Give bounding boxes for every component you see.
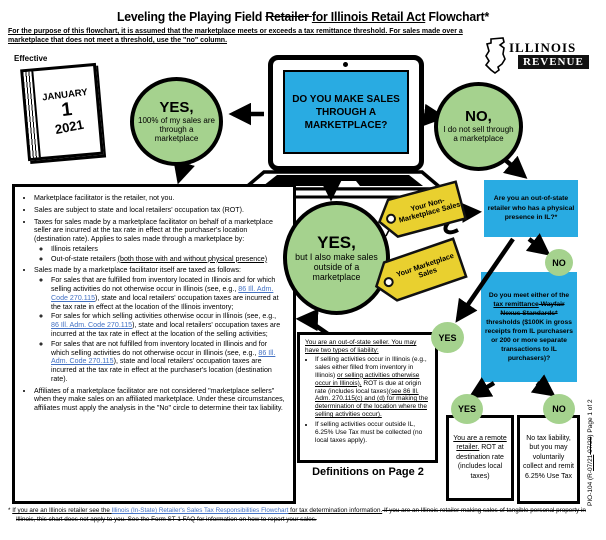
sub-bullet-item: ◦ Illinois retailers bbox=[51, 245, 285, 254]
sub-bullet-item: ◦ Out-of-state retailers (both those with and without physical presence) bbox=[51, 255, 285, 264]
circle-yes-title: YES, bbox=[159, 98, 194, 116]
circle-no-body: I do not sell through a marketplace bbox=[443, 125, 514, 144]
sub-bullet-item: ◦ For sales for which selling activities otherwise occur in Illinois (see, e.g., 86 Ill. Adm. Code 270.115), state and local retailers' occupation taxes are incurred at the tax rate in effect at the location of the selling activities; bbox=[51, 312, 285, 338]
circle-yes2-title: YES, bbox=[317, 232, 356, 252]
q2-post: thresholds ($100K in gross receipts from IL purchasers or 200 or more separate transactions to IL purchasers)? bbox=[485, 318, 573, 363]
subtitle: For the purpose of this flowchart, it is assumed that the marketplace meets or exceeds a tax remittance threshold. For sales made over a marketplace that does not meet a threshold, use the "no" column. bbox=[8, 28, 463, 45]
arrow-question2-to-no-bottom bbox=[537, 383, 552, 394]
tag-marketplace-label: Your Marketplace Sales bbox=[394, 250, 455, 280]
circle-yes-mixed-sales bbox=[283, 201, 390, 315]
page-title bbox=[18, 9, 588, 24]
result-box-remote-retailer bbox=[446, 415, 514, 501]
bullet-item: • Sales are subject to state and local retailers' occupation tax (ROT). bbox=[34, 206, 285, 215]
bullet-item: • Sales made by a marketplace facilitator itself are taxed as follows: ◦ For sales that are fulfilled from inventory located in Illinois and for which selling activities do not otherwise occur in Illinois (see, e.g., 86 Ill. Adm. Code 270.115), state and local retailers' occupation taxes are incurred at the tax rate in effect at the location of the Illinois inventory; ◦ For sales for which selling activities otherwise occur in Illinois (see, e.g., 86 Ill. Adm. Code 270.115), state and local retailers' occupation taxes are incurred at the tax rate in effect at the location of the selling activities; ◦ For sales that are not fulfilled from inventory located in Illinois and for which selling activities do not otherwise occur in Illinois (see, e.g., 86 Ill. Adm. Code 270.115), state and local retailers' occupation taxes are incurred at the tax rate in effect at the purchaser's location (destination rate). bbox=[34, 266, 285, 383]
admin-code-link[interactable]: 86 Ill. Adm. Code 270.115 bbox=[51, 285, 274, 302]
bullet-item: • If selling activities occur in Illinois (e.g., sales either filled from inventory in Illinois) or selling activities otherwise occur in Illinois), ROT is due at origin rate (includes local taxes)(see 86 Ill. Adm. 270.115(c) and (d) for making the determination of the location where the selling activities occur). bbox=[315, 356, 430, 419]
oos-header: You are an out-of-state seller. You may have two types of liability: bbox=[305, 339, 417, 354]
admin-code-link[interactable]: 86 Ill. Adm. Code 270.115 bbox=[51, 348, 276, 366]
bullet-item: • Marketplace facilitator is the retailer, not you. bbox=[34, 194, 285, 203]
sub-bullet-item: ◦ For sales that are not fulfilled from inventory located in Illinois and for which selling activities do not otherwise occur in Illinois (see, e.g., 86 Ill. Adm. Code 270.115), state and local retailers' occupation taxes are incurred at the tax rate in effect at the purchaser's location (destination rate). bbox=[51, 340, 285, 384]
q2-inserted-text: tax remittance bbox=[493, 300, 539, 308]
calendar-month: JANUARY bbox=[41, 86, 89, 103]
circle-no-bottom: NO bbox=[543, 394, 575, 424]
circle-yes2-body: but I also make sales outside of a marketplace bbox=[295, 251, 378, 282]
arrow-question2-to-yes-bottom bbox=[472, 383, 494, 396]
illinois-state-icon bbox=[484, 37, 508, 75]
result-box-no-liability: No tax liability, but you may voluntarily collect and remit 6.25% Use Tax bbox=[517, 415, 580, 504]
definitions-note: Definitions on Page 2 bbox=[312, 466, 424, 478]
calendar-icon bbox=[20, 63, 104, 161]
laptop-camera-dot bbox=[343, 62, 348, 67]
form-id: PIO-104 (R-07/21 07/20) Page 1 of 2 bbox=[587, 399, 594, 506]
logo-illinois-text: ILLINOIS bbox=[509, 40, 577, 55]
responsibilities-flowchart-link[interactable]: Illinois (In-State) Retailer's Sales Tax Responsibilities Flowchart bbox=[111, 507, 289, 514]
question-box-thresholds bbox=[481, 272, 577, 382]
q2-pre: Do you meet either of the bbox=[488, 291, 570, 299]
title-pre: Leveling the Playing Field bbox=[116, 9, 266, 24]
footnote: * If you are an Illinois retailer see the Illinois (In-State) Retailer's Sales Tax Responsibilities Flowchart for tax determination information. If you are an Illinois retailer making sales of tangible personal property in Illinois, this chart does not apply to you. See the Form ST-1 FAQ for information on how to report your sales. bbox=[8, 507, 586, 523]
circle-no-small: NO bbox=[545, 249, 573, 276]
title-underlined: for Illinois Retail Act bbox=[311, 9, 426, 24]
bullet-item: • Taxes for sales made by a marketplace facilitator on behalf of a marketplace seller are incurred at the tax rate in effect at the purchaser's location (destination rate). Applies to sales made through a marketplace by: ◦ Illinois retailers ◦ Out-of-state retailers (both those with and without physical presence) bbox=[34, 218, 285, 264]
title-post: Flowchart* bbox=[425, 9, 490, 24]
bullet-item: • If selling activities occur outside IL, 6.25% Use Tax must be collected (no local taxes apply). bbox=[315, 421, 430, 445]
effective-label: Effective bbox=[14, 54, 48, 63]
bullet-item: • Affiliates of a marketplace facilitator are not considered "marketplace sellers" when they make sales on an affiliated marketplace. Under these circumstances, affiliates must apply the analysis in the "No" circle to determine their tax liability. bbox=[34, 387, 285, 413]
laptop-icon bbox=[268, 55, 424, 171]
circle-yes-all-marketplace bbox=[130, 77, 223, 166]
admin-code-link[interactable]: 86 Ill. Adm. Code 270.115 bbox=[51, 321, 133, 330]
sub-bullet-item: ◦ For sales that are fulfilled from inventory located in Illinois and for which selling activities do not otherwise occur in Illinois (see, e.g., 86 Ill. Adm. Code 270.115), state and local retailers' occupation taxes are incurred at the tax rate in effect at the location of the Illinois inventory; bbox=[51, 276, 285, 311]
question-box-physical-presence: Are you an out-of-state retailer who has a physical presence in IL?* bbox=[484, 180, 578, 237]
tag-non-marketplace-label: Your Non-Marketplace Sales bbox=[397, 195, 462, 225]
circle-no-marketplace bbox=[434, 82, 523, 171]
calendar-year: 2021 bbox=[53, 116, 85, 137]
footnote-asterisk: * bbox=[8, 507, 11, 514]
illinois-revenue-logo bbox=[484, 36, 600, 76]
remote-retailer-rest: ROT at destination rate (includes local taxes) bbox=[456, 444, 504, 480]
arrow-question1-to-no-small bbox=[529, 239, 547, 253]
info-box-marketplace-rules bbox=[12, 184, 296, 504]
q2-struck-text: Wayfair Nexus Standards* bbox=[500, 300, 565, 317]
remote-retailer-underlined: You are a remote retailer. bbox=[453, 435, 507, 452]
circle-no-title: NO, bbox=[465, 108, 492, 126]
calendar-day: 1 bbox=[60, 98, 74, 121]
circle-yes-body: 100% of my sales are through a marketplace bbox=[138, 115, 215, 143]
laptop-screen-question: DO YOU MAKE SALES THROUGH A MARKETPLACE? bbox=[283, 70, 409, 154]
info-box-out-of-state-seller bbox=[297, 332, 438, 463]
circle-yes-mid: YES bbox=[431, 322, 464, 353]
logo-revenue-badge: REVENUE bbox=[518, 55, 589, 69]
title-struck: Retailer bbox=[265, 9, 312, 24]
circle-yes-bottom: YES bbox=[451, 394, 483, 424]
